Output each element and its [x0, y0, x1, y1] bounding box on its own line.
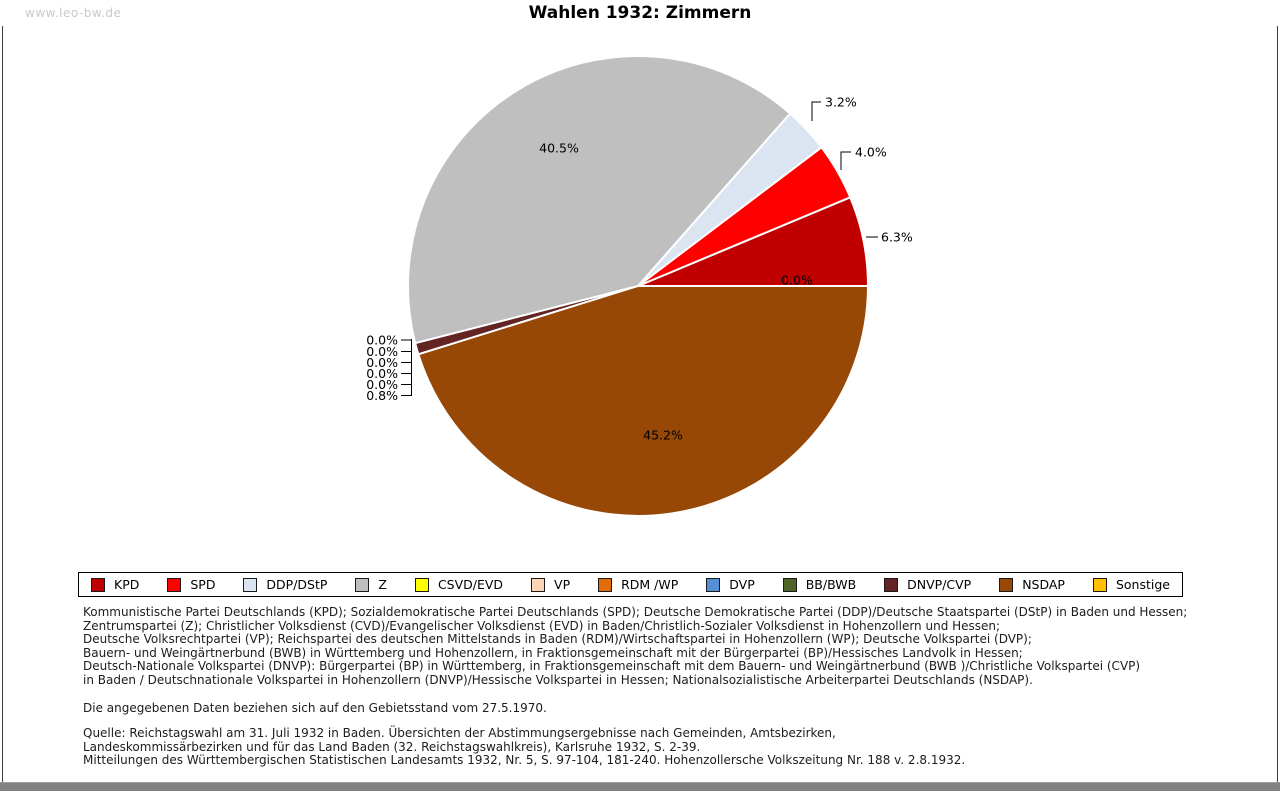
data-note: Die angegebenen Daten beziehen sich auf den Gebietsstand vom 27.5.1970. — [83, 701, 547, 715]
legend-item-VP — [531, 577, 570, 592]
legend-item-NSDAP — [999, 577, 1065, 592]
source-citation — [83, 727, 1198, 768]
legend-label: DNVP/CVP — [907, 577, 972, 592]
pie-percentage-label: 0.8% — [366, 388, 398, 403]
legend-item-RDM-WP — [598, 577, 678, 592]
page-title: Wahlen 1932: Zimmern — [528, 3, 752, 23]
legend-color-swatch — [355, 578, 369, 592]
pie-percentage-label: 0.0% — [781, 272, 813, 288]
source-line: Quelle: Reichstagswahl am 31. Juli 1932 in Baden. Übersichten der Abstimmungsergebnisse nach Gemeinden, Amtsbezirken, — [83, 726, 836, 740]
legend-label: DVP — [729, 577, 755, 592]
horizontal-scrollbar[interactable] — [0, 782, 1280, 791]
legend-label: DDP/DStP — [266, 577, 328, 592]
pie-percentage-label: 0.0% — [366, 344, 398, 359]
party-definition-line: Deutsch-Nationale Volkspartei (DNVP): Bürgerpartei (BP) in Württemberg, in Fraktionsgemeinschaft mit dem Bauern- und Weingärtnerbund (BWB )/Christliche Volkspartei (CVP) — [83, 659, 1141, 673]
legend-label: VP — [554, 577, 571, 592]
legend-color-swatch — [598, 578, 612, 592]
legend-label: NSDAP — [1022, 577, 1065, 592]
pie-percentage-label: 0.0% — [366, 332, 398, 348]
legend-label: RDM /WP — [621, 577, 679, 592]
legend-item-DVP — [706, 577, 755, 592]
pie-percentage-label: 40.5% — [539, 140, 579, 156]
party-definition-line: Bauern- und Weingärtnerbund (BWB) in Württemberg und Hohenzollern, in Fraktionsgemeinschaft mit der Bürgerpartei (BP)/Hessisches Landvolk in Hessen; — [83, 645, 1023, 660]
legend-item-CSVD-EVD — [415, 577, 503, 592]
legend-color-swatch — [167, 578, 181, 592]
party-definition-line: Deutsche Volksrechtpartei (VP); Reichspartei des deutschen Mittelstands in Baden (RDM)/Wirtschaftspartei in Hohenzollern (WP); Deutsche Volkspartei (DVP); — [83, 632, 1032, 646]
legend-color-swatch — [999, 578, 1013, 592]
legend-color-swatch — [706, 578, 720, 592]
party-definition-line: Kommunistische Partei Deutschlands (KPD); Sozialdemokratische Partei Deutschlands (SPD); Deutsche Demokratische Partei (DDP)/Deutsche Staatspartei (DStP) in Baden und Hessen; — [83, 605, 1188, 619]
legend-label: KPD — [114, 577, 140, 592]
legend-label: SPD — [190, 577, 216, 592]
legend-label: BB/BWB — [805, 577, 857, 592]
pie-percentage-label: 45.2% — [643, 427, 683, 443]
pie-percentage-label: 3.2% — [825, 94, 857, 110]
legend-item-BB-BWB — [783, 577, 856, 592]
legend-label: Sonstige — [1115, 577, 1170, 592]
legend-item-DNVP-CVP — [884, 577, 971, 592]
pie-percentage-label: 4.0% — [855, 144, 887, 160]
party-definition-line: Zentrumspartei (Z); Christlicher Volksdienst (CVD)/Evangelischer Volksdienst (EVD) in Baden/Christlich-Sozialer Volksdienst in Hohenzollern und Hessen; — [83, 618, 1001, 633]
source-line: Landeskommissärbezirken und für das Land Baden (32. Reichstagswahlkreis), Karlsruhe 1932, S. 2-39. — [83, 739, 701, 754]
legend-color-swatch — [531, 578, 545, 592]
pie-percentage-label: 6.3% — [881, 229, 913, 245]
legend-color-swatch — [1093, 578, 1107, 592]
party-definition-line: in Baden / Deutschnationale Volkspartei in Hohenzollern (DNVP)/Hessische Volkspartei in Hessen; Nationalsozialistische Arbeiterpartei Deutschlands (NSDAP). — [83, 672, 1033, 687]
legend — [78, 572, 1183, 597]
legend-color-swatch — [884, 578, 898, 592]
pie-percentage-label: 0.0% — [366, 377, 398, 392]
watermark: www.leo-bw.de — [25, 6, 122, 20]
pie-percentage-label: 0.0% — [366, 366, 398, 381]
legend-item-SPD — [167, 577, 215, 592]
legend-item-KPD — [91, 577, 139, 592]
legend-item-Z — [355, 577, 387, 592]
legend-label: Z — [378, 577, 387, 592]
legend-color-swatch — [91, 578, 105, 592]
source-line: Mitteilungen des Württembergischen Statistischen Landesamts 1932, Nr. 5, S. 97-104, 181-240. Hohenzollersche Volkszeitung Nr. 188 v. 2.8.1932. — [83, 753, 966, 767]
legend-color-swatch — [243, 578, 257, 592]
legend-label: CSVD/EVD — [437, 577, 504, 592]
party-definitions — [83, 606, 1198, 687]
legend-item-Sonstige — [1093, 577, 1170, 592]
legend-color-swatch — [783, 578, 797, 592]
legend-color-swatch — [415, 578, 429, 592]
pie-percentage-label: 0.0% — [366, 355, 398, 370]
legend-item-DDP-DStP — [243, 577, 327, 592]
